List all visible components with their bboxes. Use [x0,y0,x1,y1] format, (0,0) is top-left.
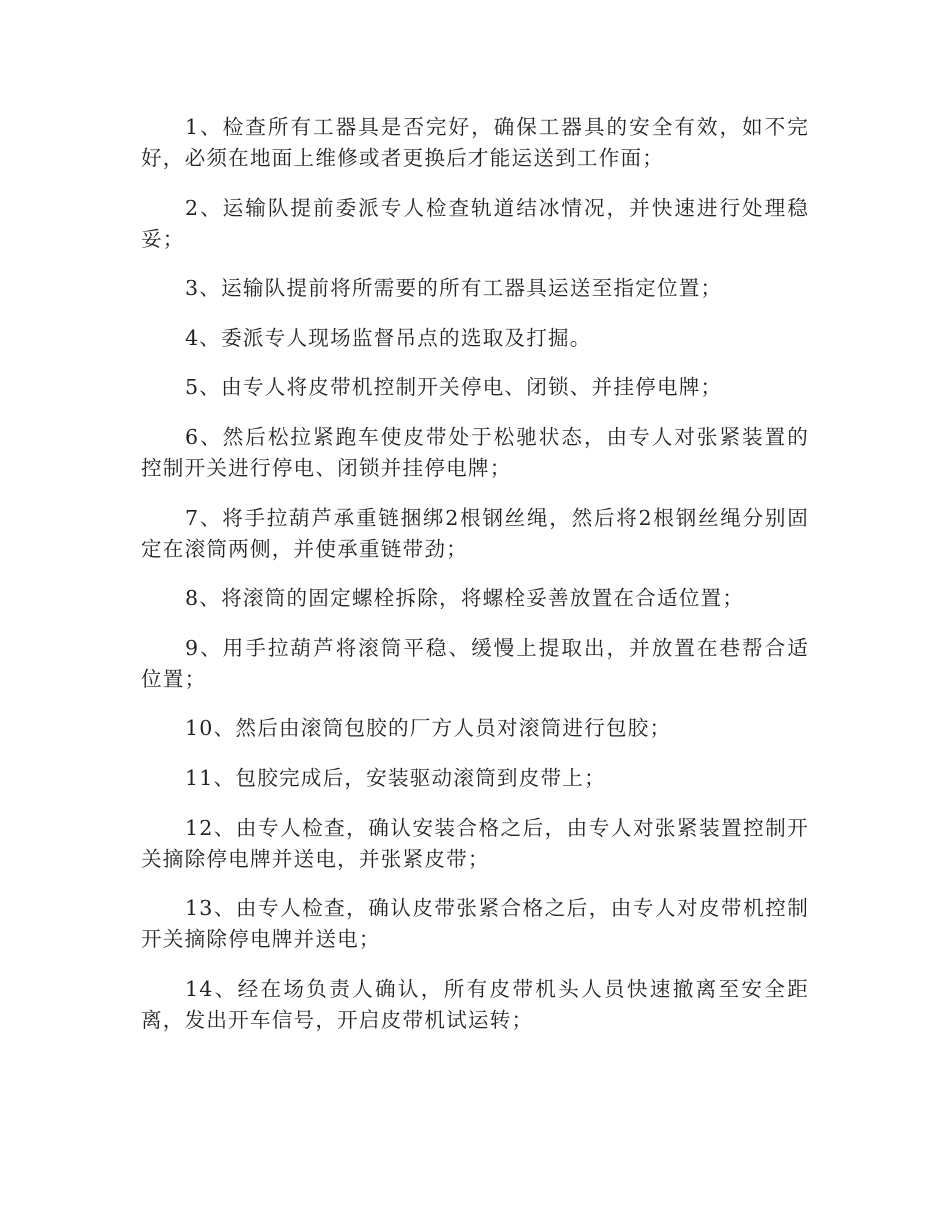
step-13: 13、由专人检查，确认皮带张紧合格之后，由专人对皮带机控制开关摘除停电牌并送电； [141,896,809,952]
step-11: 11、包胶完成后，安装驱动滚筒到皮带上； [185,765,606,790]
step-14: 14、经在场负责人确认，所有皮带机头人员快速撤离至安全距离，发出开车信号，开启皮带机试运转； [141,976,809,1032]
step-4: 4、委派专人现场监督吊点的选取及打掘。 [185,325,592,350]
step-5: 5、由专人将皮带机控制开关停电、闭锁、并挂停电牌； [185,375,723,400]
step-3: 3、运输队提前将所需要的所有工器具运送至指定位置； [185,276,723,301]
procedure-steps [141,112,809,1054]
step-12: 12、由专人检查，确认安装合格之后，由专人对张紧装置控制开关摘除停电牌并送电，并张紧皮带； [141,815,809,871]
step-1: 1、检查所有工器具是否完好，确保工器具的安全有效，如不完好，必须在地面上维修或者更换后才能运送到工作面； [141,115,809,170]
step-7: 7、将手拉葫芦承重链捆绑2根钢丝绳，然后将2根钢丝绳分别固定在滚筒两侧，并使承重链带劲； [141,505,809,561]
step-6: 6、然后松拉紧跑车使皮带处于松驰状态，由专人对张紧装置的控制开关进行停电、闭锁并挂停电牌； [141,424,809,480]
step-2: 2、运输队提前委派专人检查轨道结冰情况，并快速进行处理稳妥； [141,195,809,251]
step-10: 10、然后由滚筒包胶的厂方人员对滚筒进行包胶； [185,716,672,741]
step-9: 9、用手拉葫芦将滚筒平稳、缓慢上提取出，并放置在巷帮合适位置； [141,635,809,691]
step-8: 8、将滚筒的固定螺栓拆除，将螺栓妥善放置在合适位置； [185,586,745,611]
